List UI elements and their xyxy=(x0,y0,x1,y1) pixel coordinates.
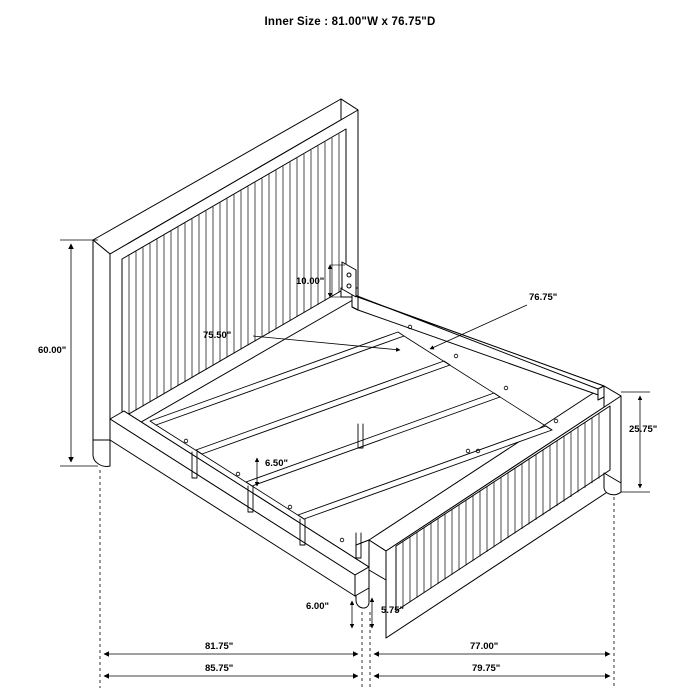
dim-label-right-total-run: 79.75" xyxy=(472,663,501,674)
bed-outline xyxy=(93,99,621,638)
dim-label-slat-height: 6.50" xyxy=(265,458,288,469)
dim-label-side-rail: 75.50" xyxy=(203,330,232,341)
dim-label-right-overall-run: 77.00" xyxy=(470,641,499,652)
dim-label-headboard-height: 60.00" xyxy=(38,345,67,356)
dim-label-headboard-drop: 10.00" xyxy=(296,276,325,287)
dim-label-left-total-run: 85.75" xyxy=(205,663,234,674)
dim-label-footboard-height: 25.75" xyxy=(629,424,658,435)
page-title: Inner Size : 81.00"W x 76.75"D xyxy=(264,16,436,28)
dim-label-left-overall-run: 81.75" xyxy=(205,641,234,652)
dim-label-foot-leg-height: 5.75" xyxy=(381,605,404,616)
dim-label-inner-depth: 76.75" xyxy=(529,292,558,303)
dim-label-leg-clearance: 6.00" xyxy=(306,601,329,612)
